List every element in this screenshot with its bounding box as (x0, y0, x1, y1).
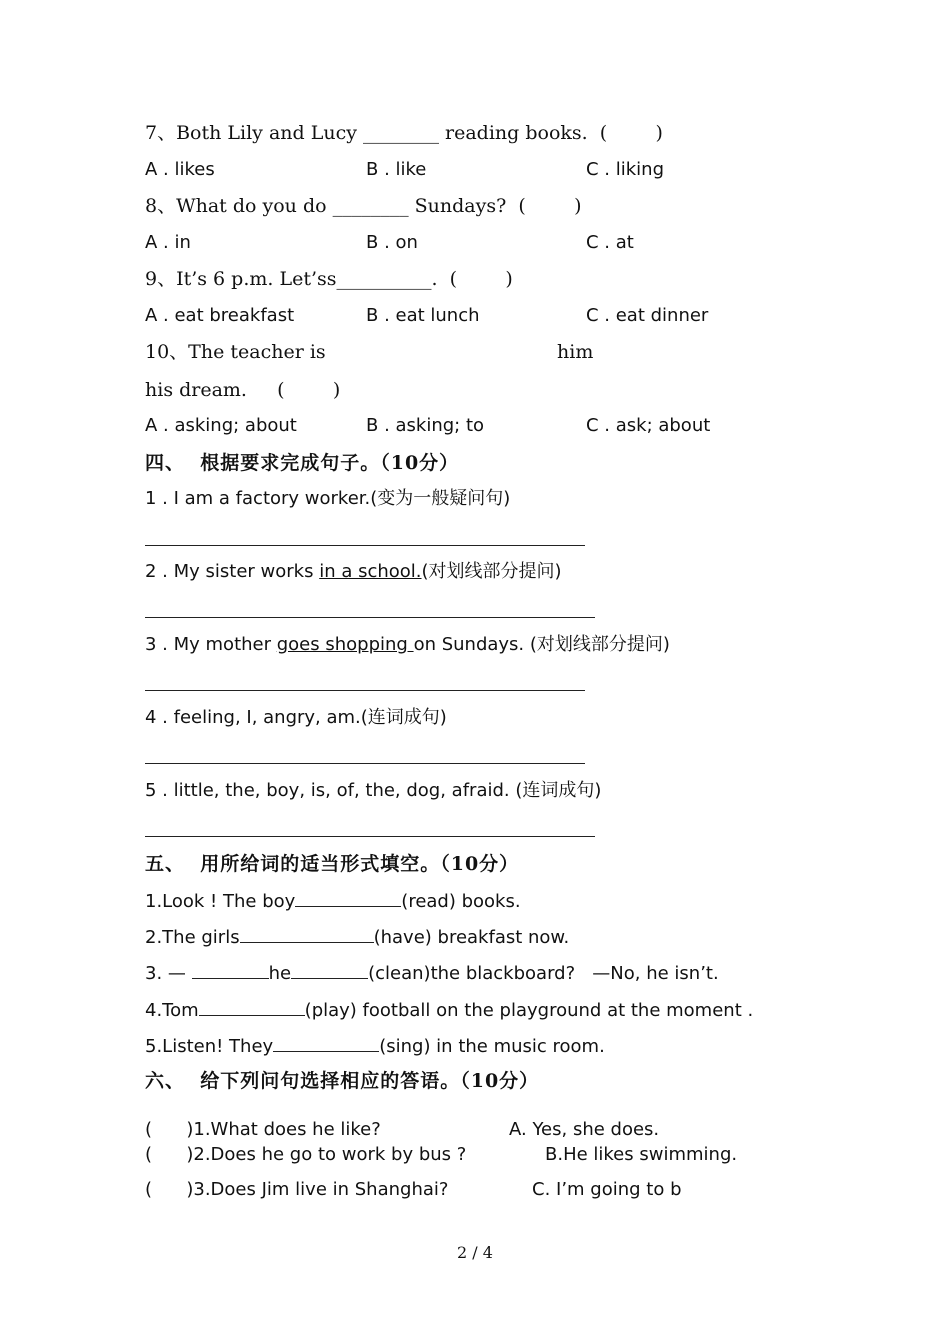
section-6-answer-b: B.He likes swimming. (545, 1144, 738, 1165)
page-number: 2 / 4 (457, 1243, 493, 1262)
section-5-question-5: 5.Listen! They (sing) in the music room. (145, 1033, 605, 1059)
answer-line-4-4[interactable] (145, 763, 585, 764)
section-4-heading: 四、 根据要求完成句子。（10分） (145, 452, 460, 474)
section-5-question-1: 1.Look ! The boy (read) books. (145, 888, 521, 914)
question-7-option-a: A . likes (145, 159, 215, 180)
fill-blank-5-1[interactable] (295, 888, 401, 907)
answer-line-4-3[interactable] (145, 690, 585, 691)
answer-line-4-2[interactable] (145, 617, 595, 618)
answer-line-4-1[interactable] (145, 545, 585, 546)
question-10-option-a: A . asking; about (145, 415, 297, 436)
section-4-question-3: 3 . My mother goes shopping on Sundays. (对划线部分提问) (145, 634, 670, 655)
fill-blank-5-5[interactable] (273, 1033, 379, 1052)
section-6-answer-a: A. Yes, she does. (509, 1119, 660, 1140)
section-5-question-2: 2.The girls (have) breakfast now. (145, 924, 569, 950)
question-7-stem: 7、Both Lily and Lucy ________ reading books. ( ) (145, 122, 663, 144)
question-10-option-b: B . asking; to (366, 415, 485, 436)
fill-blank-5-4[interactable] (199, 997, 305, 1016)
question-9-option-a: A . eat breakfast (145, 305, 295, 326)
question-10-stem-part2: him (557, 341, 594, 363)
question-10-stem-part3: his dream. ( ) (145, 379, 341, 401)
section-5-question-4: 4.Tom (play) football on the playground at the moment . (145, 997, 753, 1023)
question-7-option-b: B . like (366, 159, 427, 180)
section-6-heading: 六、 给下列问句选择相应的答语。（10分） (145, 1070, 540, 1092)
fill-blank-5-2[interactable] (240, 924, 374, 943)
question-9-option-c: C . eat dinner (586, 305, 709, 326)
section-4-question-5: 5 . little, the, boy, is, of, the, dog, afraid. (连词成句) (145, 780, 602, 801)
question-10-option-c: C . ask; about (586, 415, 711, 436)
fill-blank-5-3a[interactable] (192, 960, 269, 979)
section-5-question-3: 3. — he (clean)the blackboard? —No, he isn’t. (145, 960, 719, 986)
section-4-question-1: 1 . I am a factory worker.(变为一般疑问句) (145, 488, 511, 509)
question-10-stem-part1: 10、The teacher is (145, 341, 326, 363)
question-8-option-b: B . on (366, 232, 418, 253)
section-6-answer-c: C. I’m going to b (532, 1179, 682, 1200)
section-5-heading: 五、 用所给词的适当形式填空。（10分） (145, 853, 520, 875)
question-8-option-a: A . in (145, 232, 191, 253)
section-4-question-2: 2 . My sister works in a school.(对划线部分提问) (145, 561, 562, 582)
question-9-stem: 9、It’s 6 p.m. Let’ss__________. ( ) (145, 268, 513, 290)
question-8-option-c: C . at (586, 232, 634, 253)
question-9-option-b: B . eat lunch (366, 305, 480, 326)
fill-blank-5-3b[interactable] (291, 960, 368, 979)
section-6-question-3: ( )3.Does Jim live in Shanghai? (145, 1179, 449, 1200)
section-6-question-2: ( )2.Does he go to work by bus ? (145, 1144, 467, 1165)
question-8-stem: 8、What do you do ________ Sundays? ( ) (145, 195, 582, 217)
section-4-question-4: 4 . feeling, I, angry, am.(连词成句) (145, 707, 447, 728)
section-6-question-1: ( )1.What does he like? (145, 1119, 381, 1140)
question-7-option-c: C . liking (586, 159, 664, 180)
answer-line-4-5[interactable] (145, 836, 595, 837)
